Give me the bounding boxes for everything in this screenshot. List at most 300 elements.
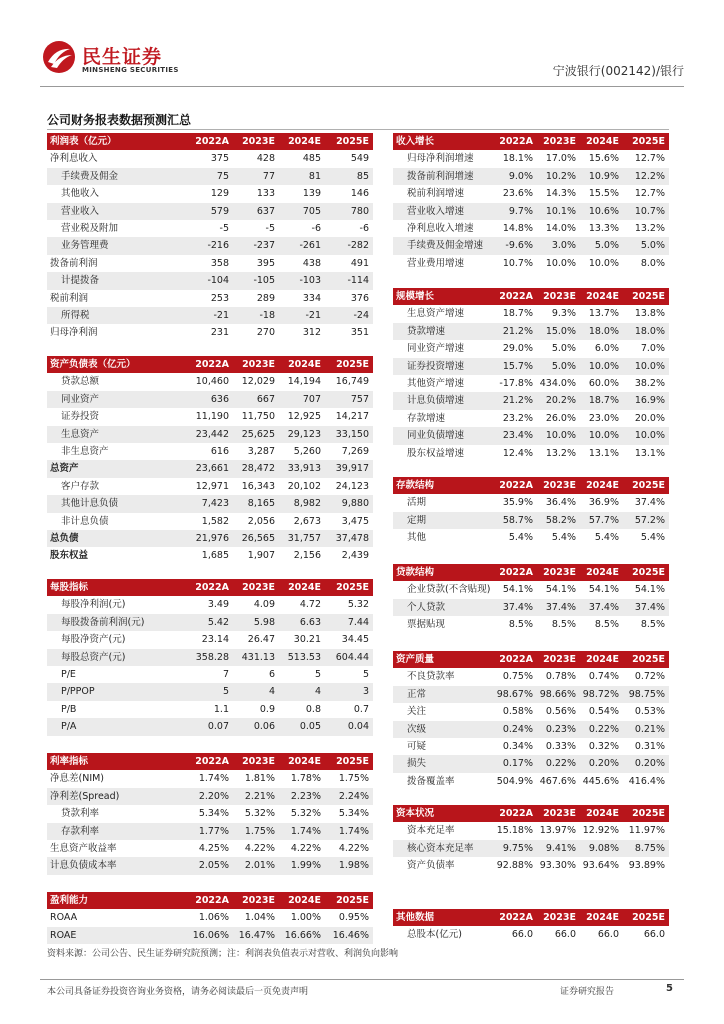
- table-header-row: [47, 753, 373, 770]
- cell-value: 66.0: [597, 929, 619, 941]
- row-label: 次级: [393, 721, 494, 738]
- table-row: [47, 701, 373, 718]
- table-row: [47, 290, 373, 307]
- table-title: 资本状况: [393, 805, 494, 822]
- cell-value: 10.7%: [502, 257, 533, 269]
- cell-value: 1.1: [213, 703, 229, 715]
- column-header: 2024E: [580, 477, 623, 494]
- right-table-2: [393, 288, 669, 462]
- row-label: 关注: [407, 706, 427, 718]
- cell-value: 26.47: [247, 634, 275, 646]
- cell-value: 5.34%: [338, 808, 369, 820]
- column-header: 2025E: [325, 356, 373, 373]
- cell-value: 12,925: [287, 411, 321, 423]
- cell-value: 4.22%: [338, 843, 369, 855]
- cell-value: 10.0%: [588, 257, 619, 269]
- row-label: 同业资产: [47, 391, 187, 408]
- table-row: [47, 823, 373, 840]
- row-label: 资产负债率: [407, 860, 455, 872]
- table-row: [47, 614, 373, 631]
- cell-value: 75: [187, 168, 233, 185]
- column-header: 2023E: [537, 133, 580, 150]
- row-label: 活期: [407, 497, 427, 509]
- table-title: 其他数据: [393, 909, 494, 926]
- cell-value: 270: [256, 327, 275, 339]
- left-table-4: [47, 753, 373, 875]
- table-header-row: [47, 579, 373, 596]
- right-table-5: [393, 651, 669, 790]
- table-row: [393, 840, 669, 857]
- cell-value: 604.44: [325, 649, 373, 666]
- row-label: 生息资产收益率: [50, 843, 117, 855]
- table-title: 资产负债表（亿元）: [47, 356, 187, 373]
- column-header: 2022A: [187, 753, 233, 770]
- cell-value: 6.63: [279, 614, 325, 631]
- table-row: [47, 857, 373, 874]
- cell-value: 312: [302, 327, 321, 339]
- row-label: 税前利润增速: [407, 188, 465, 200]
- row-label: 资本充足率: [407, 825, 455, 837]
- row-label: 营业收入: [47, 203, 187, 220]
- cell-value: -282: [325, 237, 373, 254]
- column-header: 2022A: [494, 133, 537, 150]
- table-row: [47, 718, 373, 735]
- table-row: [393, 410, 669, 427]
- cell-value: -103: [279, 272, 325, 289]
- cell-value: 20.2%: [537, 392, 580, 409]
- row-label: P/E: [61, 669, 76, 681]
- cell-value: 376: [350, 292, 369, 304]
- cell-value: 7.0%: [640, 343, 665, 355]
- cell-value: 39,917: [325, 460, 373, 477]
- cell-value: 4: [233, 683, 279, 700]
- cell-value: -216: [187, 237, 233, 254]
- cell-value: 21.2%: [494, 323, 537, 340]
- row-label: 企业贷款(不含贴现): [407, 584, 491, 596]
- column-header: 2022A: [187, 133, 233, 150]
- table-row: [47, 307, 373, 324]
- table-row: [47, 478, 373, 495]
- column-header: 2022A: [494, 909, 537, 926]
- table-row: [47, 408, 373, 425]
- column-header: 2023E: [537, 651, 580, 668]
- row-label: 归母净利润增速: [407, 153, 474, 165]
- cell-value: 504.9%: [496, 775, 533, 787]
- row-label: 贷款总额: [61, 376, 100, 388]
- cell-value: 3.0%: [537, 237, 580, 254]
- row-label: 净利息收入增速: [407, 223, 474, 235]
- row-label: 计息负债增速: [393, 392, 494, 409]
- row-label: 股东权益增速: [407, 447, 465, 459]
- cell-value: 93.64%: [582, 860, 619, 872]
- cell-value: 10.6%: [580, 203, 623, 220]
- cell-value: 10.1%: [537, 203, 580, 220]
- table-row: [47, 272, 373, 289]
- cell-value: 16.47%: [233, 927, 279, 944]
- cell-value: 10,460: [195, 376, 229, 388]
- row-label: 生息资产增速: [407, 308, 465, 320]
- cell-value: 38.2%: [634, 378, 665, 390]
- table-title: 资产质量: [393, 651, 494, 668]
- right-table-4: [393, 564, 669, 634]
- cell-value: 16,749: [335, 376, 369, 388]
- cell-value: 9.3%: [551, 308, 576, 320]
- column-header: 2024E: [580, 288, 623, 305]
- right-table-1: [393, 133, 669, 272]
- cell-value: 13.1%: [588, 447, 619, 459]
- cell-value: 5.32: [347, 599, 369, 611]
- row-label: 营业收入增速: [393, 203, 494, 220]
- page-header: [40, 38, 684, 84]
- row-label: 营业费用增速: [407, 257, 465, 269]
- cell-value: 23.14: [201, 634, 229, 646]
- column-header: 2022A: [494, 805, 537, 822]
- row-label: ROAA: [50, 912, 78, 924]
- cell-value: 0.07: [187, 718, 233, 735]
- cell-value: 8.5%: [508, 619, 533, 631]
- row-label: 拨备前利润增速: [393, 168, 494, 185]
- row-label: 总股本(亿元): [407, 929, 462, 941]
- cell-value: 18.0%: [580, 323, 623, 340]
- cell-value: 13.8%: [634, 308, 665, 320]
- cell-value: 2.21%: [233, 788, 279, 805]
- column-header: 2023E: [233, 753, 279, 770]
- table-row: [393, 926, 669, 943]
- cell-value: 66.0: [511, 929, 533, 941]
- row-label: 所得税: [47, 307, 187, 324]
- cell-value: 438: [302, 257, 321, 269]
- table-row: [393, 323, 669, 340]
- row-label: 其他: [407, 532, 427, 544]
- table-row: [393, 203, 669, 220]
- cell-value: 10.0%: [580, 358, 623, 375]
- cell-value: 57.7%: [580, 512, 623, 529]
- row-label: 总资产: [47, 460, 187, 477]
- cell-value: 434.0%: [539, 378, 576, 390]
- cell-value: 93.30%: [539, 860, 576, 872]
- title-divider: [47, 129, 669, 130]
- cell-value: 25,625: [233, 426, 279, 443]
- cell-value: 375: [210, 153, 229, 165]
- cell-value: -114: [325, 272, 373, 289]
- column-header: 2023E: [233, 356, 279, 373]
- row-label: 其他资产增速: [407, 378, 465, 390]
- cell-value: 4: [279, 683, 325, 700]
- cell-value: 33,913: [279, 460, 325, 477]
- table-header-row: [393, 133, 669, 150]
- cell-value: 133: [256, 188, 275, 200]
- cell-value: 5.42: [187, 614, 233, 631]
- page-number: 5: [666, 983, 673, 994]
- cell-value: 1.06%: [198, 912, 229, 924]
- footer-divider: [40, 979, 684, 980]
- cell-value: 5,260: [293, 446, 321, 458]
- cell-value: 13.2%: [545, 447, 576, 459]
- cell-value: 12,971: [195, 480, 229, 492]
- cell-value: 4.25%: [198, 843, 229, 855]
- row-label: 每股净资产(元): [61, 634, 126, 646]
- table-row: [393, 375, 669, 392]
- cell-value: 15.0%: [537, 323, 580, 340]
- table-row: [393, 599, 669, 616]
- cell-value: 5.0%: [537, 358, 580, 375]
- cell-value: 358: [210, 257, 229, 269]
- cell-value: 36.9%: [588, 497, 619, 509]
- cell-value: 1.00%: [290, 912, 321, 924]
- cell-value: 16.06%: [187, 927, 233, 944]
- column-header: 2022A: [187, 356, 233, 373]
- row-label: P/A: [47, 718, 187, 735]
- cell-value: -6: [311, 223, 321, 235]
- cell-value: 30.21: [293, 634, 321, 646]
- table-row: [393, 168, 669, 185]
- cell-value: 23.0%: [588, 412, 619, 424]
- table-row: [393, 616, 669, 633]
- table-title: 利率指标: [47, 753, 187, 770]
- table-row: [47, 770, 373, 787]
- cell-value: 77: [233, 168, 279, 185]
- cell-value: 2.01%: [233, 857, 279, 874]
- cell-value: 485: [302, 153, 321, 165]
- column-header: 2022A: [494, 564, 537, 581]
- cell-value: 5.0%: [623, 237, 669, 254]
- column-header: 2023E: [233, 892, 279, 909]
- cell-value: 2,156: [293, 550, 321, 562]
- table-row: [47, 840, 373, 857]
- cell-value: 334: [302, 292, 321, 304]
- cell-value: 23.2%: [502, 412, 533, 424]
- column-header: 2023E: [537, 288, 580, 305]
- cell-value: 667: [233, 391, 279, 408]
- cell-value: 358.28: [187, 649, 233, 666]
- cell-value: 14,217: [335, 411, 369, 423]
- cell-value: 0.75%: [502, 671, 533, 683]
- cell-value: 6: [268, 669, 275, 681]
- table-row: [393, 150, 669, 167]
- cell-value: 12.4%: [502, 447, 533, 459]
- table-row: [393, 668, 669, 685]
- table-row: [393, 755, 669, 772]
- column-header: 2023E: [233, 133, 279, 150]
- table-row: [393, 392, 669, 409]
- cell-value: 0.53%: [634, 706, 665, 718]
- column-header: 2022A: [494, 288, 537, 305]
- cell-value: 0.58%: [502, 706, 533, 718]
- cell-value: 66.0: [554, 929, 576, 941]
- cell-value: 4.09: [253, 599, 275, 611]
- table-row: [47, 927, 373, 944]
- cell-value: 0.95%: [338, 912, 369, 924]
- cell-value: 16.66%: [279, 927, 325, 944]
- cell-value: 579: [187, 203, 233, 220]
- row-label: 税前利润: [50, 292, 89, 304]
- cell-value: 1.74%: [325, 823, 373, 840]
- row-label: P/B: [61, 703, 77, 715]
- cell-value: 351: [350, 327, 369, 339]
- cell-value: 0.33%: [545, 741, 576, 753]
- cell-value: 0.22%: [580, 721, 623, 738]
- cell-value: 513.53: [279, 649, 325, 666]
- cell-value: 26,565: [233, 530, 279, 547]
- cell-value: 12,029: [241, 376, 275, 388]
- cell-value: 8,165: [233, 495, 279, 512]
- cell-value: 0.9: [259, 703, 275, 715]
- table-title: 盈利能力: [47, 892, 187, 909]
- cell-value: 10.2%: [537, 168, 580, 185]
- cell-value: 18.1%: [502, 153, 533, 165]
- row-label: 归母净利润: [50, 327, 98, 339]
- table-header-row: [47, 356, 373, 373]
- cell-value: 12.7%: [634, 153, 665, 165]
- column-header: 2023E: [537, 805, 580, 822]
- table-row: [47, 909, 373, 926]
- cell-value: 20,102: [287, 480, 321, 492]
- table-row: [47, 788, 373, 805]
- row-label: 同业资产增速: [407, 343, 465, 355]
- cell-value: 34.45: [341, 634, 369, 646]
- cell-value: 428: [256, 153, 275, 165]
- column-header: 2024E: [279, 892, 325, 909]
- column-header: 2024E: [580, 805, 623, 822]
- cell-value: 0.7: [353, 703, 369, 715]
- cell-value: 14,194: [287, 376, 321, 388]
- row-label: 核心资本充足率: [393, 840, 494, 857]
- cell-value: 0.21%: [623, 721, 669, 738]
- cell-value: -5: [219, 223, 229, 235]
- left-table-3: [47, 579, 373, 736]
- row-label: 损失: [393, 755, 494, 772]
- table-row: [47, 513, 373, 530]
- table-row: [47, 683, 373, 700]
- cell-value: 54.1%: [634, 584, 665, 596]
- table-header-row: [47, 133, 373, 150]
- table-title: 规模增长: [393, 288, 494, 305]
- row-label: 其他计息负债: [47, 495, 187, 512]
- cell-value: 129: [210, 188, 229, 200]
- row-label: 股东权益: [50, 550, 89, 562]
- column-header: 2022A: [494, 477, 537, 494]
- row-label: 净息差(NIM): [50, 773, 105, 785]
- cell-value: 0.24%: [494, 721, 537, 738]
- column-header: 2025E: [623, 564, 669, 581]
- row-label: 业务管理费: [47, 237, 187, 254]
- cell-value: 0.06: [233, 718, 279, 735]
- column-header: 2024E: [580, 651, 623, 668]
- cell-value: 9,880: [325, 495, 373, 512]
- table-row: [393, 529, 669, 546]
- table-header-row: [393, 477, 669, 494]
- table-row: [47, 530, 373, 547]
- cell-value: 1.74%: [198, 773, 229, 785]
- cell-value: 13.7%: [588, 308, 619, 320]
- cell-value: 9.41%: [537, 840, 580, 857]
- cell-value: -18: [233, 307, 279, 324]
- cell-value: 3: [325, 683, 373, 700]
- column-header: 2025E: [623, 133, 669, 150]
- row-label: 非计息负债: [61, 515, 109, 527]
- cell-value: 1.75%: [233, 823, 279, 840]
- row-label: 计息负债成本率: [47, 857, 187, 874]
- cell-value: 14.8%: [502, 223, 533, 235]
- table-row: [47, 373, 373, 390]
- column-header: 2025E: [623, 288, 669, 305]
- cell-value: 98.75%: [623, 686, 669, 703]
- cell-value: 0.78%: [545, 671, 576, 683]
- table-header-row: [393, 564, 669, 581]
- cell-value: 13.1%: [634, 447, 665, 459]
- column-header: 2025E: [623, 651, 669, 668]
- cell-value: -6: [359, 223, 369, 235]
- cell-value: 7,423: [187, 495, 233, 512]
- table-row: [393, 703, 669, 720]
- cell-value: 0.72%: [634, 671, 665, 683]
- column-header: 2025E: [325, 892, 373, 909]
- cell-value: 16.46%: [325, 927, 373, 944]
- cell-value: 5.32%: [244, 808, 275, 820]
- right-table-6: [393, 805, 669, 875]
- cell-value: 7.44: [325, 614, 373, 631]
- cell-value: 92.88%: [496, 860, 533, 872]
- cell-value: 5: [187, 683, 233, 700]
- left-table-1: [47, 133, 373, 342]
- cell-value: 139: [302, 188, 321, 200]
- table-title: 每股指标: [47, 579, 187, 596]
- cell-value: 26.0%: [545, 412, 576, 424]
- table-row: [47, 324, 373, 341]
- table-header-row: [393, 909, 669, 926]
- table-row: [393, 427, 669, 444]
- column-header: 2023E: [537, 909, 580, 926]
- cell-value: 10.0%: [623, 358, 669, 375]
- table-row: [47, 666, 373, 683]
- cell-value: 10.0%: [623, 427, 669, 444]
- cell-value: 0.05: [279, 718, 325, 735]
- cell-value: 85: [325, 168, 373, 185]
- cell-value: 54.1%: [502, 584, 533, 596]
- table-row: [393, 185, 669, 202]
- column-header: 2024E: [580, 909, 623, 926]
- row-label: 非生息资产: [61, 446, 109, 458]
- row-label: 存款增速: [407, 412, 446, 424]
- table-row: [47, 203, 373, 220]
- cell-value: 2,439: [341, 550, 369, 562]
- cell-value: 37.4%: [623, 599, 669, 616]
- row-label: 营业税及附加: [61, 223, 119, 235]
- cell-value: 1.74%: [279, 823, 325, 840]
- cell-value: 29,123: [279, 426, 325, 443]
- document-stock-id: 宁波银行(002142)/银行: [552, 64, 684, 78]
- cell-value: 146: [350, 188, 369, 200]
- row-label: P/PPOP: [47, 683, 187, 700]
- table-row: [47, 391, 373, 408]
- cell-value: 2.20%: [187, 788, 233, 805]
- cell-value: 10.7%: [623, 203, 669, 220]
- cell-value: 35.9%: [502, 497, 533, 509]
- cell-value: 15.18%: [496, 825, 533, 837]
- cell-value: -105: [233, 272, 279, 289]
- cell-value: 1.75%: [338, 773, 369, 785]
- cell-value: 11,750: [241, 411, 275, 423]
- table-header-row: [393, 651, 669, 668]
- row-label: 个人贷款: [393, 599, 494, 616]
- row-label: 不良贷款率: [407, 671, 455, 683]
- cell-value: 13.97%: [539, 825, 576, 837]
- cell-value: 16,343: [241, 480, 275, 492]
- cell-value: 11.97%: [628, 825, 665, 837]
- cell-value: 7,269: [341, 446, 369, 458]
- table-header-row: [393, 805, 669, 822]
- table-header-row: [393, 288, 669, 305]
